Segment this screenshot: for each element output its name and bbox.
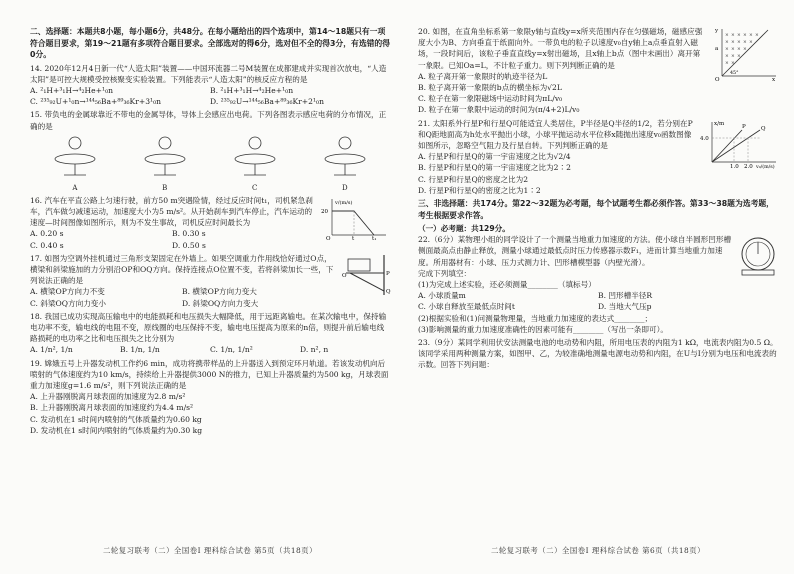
q17-label-p: P bbox=[386, 270, 390, 277]
question-22 bbox=[418, 234, 778, 335]
q16-vt-graph bbox=[320, 195, 390, 241]
q22-option-a[interactable]: A. 小球质量m bbox=[418, 291, 466, 301]
q16-xlabel-t: t bbox=[352, 235, 355, 242]
svg-text:×: × bbox=[725, 54, 729, 59]
q16-axis-title: v/(m/s) bbox=[335, 199, 353, 206]
q19-option-d[interactable]: D. 发动机在1 s时间内喷射的气体质量约为0.30 kg bbox=[30, 425, 203, 435]
q14-option-a[interactable]: A. ²₁H+³₁H→⁴₂He+¹₀n bbox=[30, 85, 114, 95]
q16-option-d[interactable]: D. 0.50 s bbox=[172, 240, 206, 250]
q22-option-d[interactable]: D. 当地大气压p bbox=[598, 302, 652, 312]
section2-header: 二、选择题：本题共8小题，每小题6分，共48分。在每小题给出的四个选项中，第14～18题只有一项符合题目要求，第19～21题有多项符合题目要求。全部选对的得6分，选对但不全的得3分，有选错的得0分。 bbox=[30, 27, 391, 59]
svg-text:×: × bbox=[725, 40, 729, 45]
q20-option-a[interactable]: A. 粒子离开第一象限时的轨迹半径为L bbox=[418, 71, 548, 81]
svg-text:×: × bbox=[731, 33, 735, 38]
q20-label-y: y bbox=[715, 28, 719, 34]
question-18 bbox=[30, 311, 390, 356]
question-15 bbox=[30, 109, 390, 192]
question-19 bbox=[30, 358, 390, 436]
question-20 bbox=[418, 26, 778, 116]
svg-text:×: × bbox=[737, 54, 741, 59]
q15-figure-c bbox=[224, 135, 286, 181]
question-17 bbox=[30, 253, 390, 309]
svg-text:×: × bbox=[749, 40, 753, 45]
q14-options bbox=[30, 85, 390, 107]
q21-options bbox=[418, 151, 694, 196]
q17-stem: 17. 如图为空调外挂机通过三角形支架固定在外墙上。如果空调重力作用线恰好通过O点，横梁和斜梁施加的力分别沿OP和OQ方向。保持连接点O位置不变，若将斜梁加长一些，下列说法正确的是 bbox=[30, 253, 334, 286]
q19-option-a[interactable]: A. 上升器刚脱离月球表面的加速度为2.8 m/s² bbox=[30, 392, 186, 402]
right-page-footer: 二轮复习联考（二）全国卷Ⅰ 理科综合试卷 第6页（共18页） bbox=[490, 546, 706, 555]
q20-label-a: a bbox=[715, 46, 719, 52]
svg-text:×: × bbox=[725, 33, 729, 38]
q21-stem: 21. 太阳系外行星P和行星Q可能适宜人类居住，P半径是Q半径的1/2，若分别在P和Q距地面高为h处水平抛出小球，小球平抛运动水平位移x随抛出速度v₀函数图像如图所示，忽略空气阻力及行星自转。下列判断正确的是 bbox=[418, 118, 693, 151]
q17-option-a[interactable]: A. 横梁OP方向力不变 bbox=[30, 287, 105, 297]
q15-label-c: C bbox=[251, 183, 258, 192]
q21-option-b[interactable]: B. 行星P和行星Q的第一宇宙速度之比为2∶2 bbox=[418, 163, 571, 173]
question-21 bbox=[418, 118, 778, 196]
q16-options bbox=[30, 228, 314, 250]
q21-option-d[interactable]: D. 行星P和行星Q的密度之比为1∶2 bbox=[418, 185, 541, 195]
q14-option-c[interactable]: C. ²³⁵₉₂U+¹₀n→¹⁴⁴₅₆Ba+⁸⁹₃₆Kr+3¹₀n bbox=[30, 97, 162, 107]
svg-text:×: × bbox=[731, 61, 735, 66]
q23-stem: 23.（9分）某同学利用伏安法测量电池的电动势和内阻，所用电压表的内阻为1 kΩ，电流表内阻为0.5 Ω。该同学采用两种测量方案，如图甲、乙，为较准确地测量电源电动势和内阻，在U与I分别为电压和电流表的示数。回答下列问题： bbox=[418, 338, 778, 370]
q18-option-a[interactable]: A. 1/n², 1/n bbox=[30, 345, 73, 355]
q17-label-q: Q bbox=[386, 288, 391, 295]
q20-options bbox=[418, 71, 706, 116]
svg-text:×: × bbox=[743, 47, 747, 52]
q21-series-p: P bbox=[742, 123, 746, 130]
q16-option-a[interactable]: A. 0.20 s bbox=[30, 229, 64, 239]
q20-label-angle: 45° bbox=[730, 71, 739, 76]
q18-option-d[interactable]: D. n², n bbox=[300, 345, 329, 355]
left-page bbox=[30, 26, 390, 538]
q21-ylabel: x/m bbox=[714, 120, 725, 127]
svg-text:×: × bbox=[743, 33, 747, 38]
svg-text:×: × bbox=[731, 54, 735, 59]
q20-option-b[interactable]: B. 粒子离开第一象限的b点的横坐标为√2L bbox=[418, 83, 562, 93]
required-header: （一）必考题：共129分。 bbox=[418, 224, 510, 234]
q15-label-b: B bbox=[162, 183, 168, 192]
q14-stem: 14. 2020年12月4日新一代“人造太阳”装置——中国环流器二号M装置在成都建成并实现首次放电，“人造太阳”是可控大规模受控核聚变实验装置。下列能表示“人造太阳”的核反应方程的是 bbox=[30, 63, 387, 84]
q19-option-c[interactable]: C. 发动机在1 s时间内喷射的气体质量约为0.60 kg bbox=[30, 414, 202, 424]
svg-text:×: × bbox=[725, 47, 729, 52]
q15-label-d: D bbox=[341, 183, 348, 192]
q19-option-b[interactable]: B. 上升器刚脱离月球表面的加速度约为4.4 m/s² bbox=[30, 403, 194, 413]
q14-option-b[interactable]: B. ²₁H+³₁H→⁴₂He+¹₀n bbox=[210, 85, 294, 95]
q22-prompt: 完成下列填空： bbox=[418, 268, 472, 278]
q21-ytick: 4.0 bbox=[700, 135, 709, 142]
q17-option-c[interactable]: C. 斜梁OQ方向力变小 bbox=[30, 298, 106, 308]
q16-origin: O bbox=[326, 235, 331, 242]
svg-text:×: × bbox=[743, 40, 747, 45]
question-14 bbox=[30, 63, 390, 108]
q16-ytick: 20 bbox=[321, 208, 328, 215]
q15-figures bbox=[30, 135, 390, 181]
q15-figure-b bbox=[134, 135, 196, 181]
q22-option-b[interactable]: B. 凹形槽半径R bbox=[598, 291, 653, 301]
q21-xtick-1: 1.0 bbox=[730, 163, 739, 170]
q22-part1[interactable]: (1)为完成上述实验，还必须测量________（填标号） bbox=[418, 280, 596, 290]
q20-option-c[interactable]: C. 粒子在第一象限磁场中运动时间为πL/v₀ bbox=[418, 94, 563, 104]
q18-options bbox=[30, 344, 390, 355]
svg-text:×: × bbox=[737, 40, 741, 45]
q15-figure-a bbox=[44, 135, 106, 181]
q17-bracket-figure bbox=[340, 253, 390, 297]
q21-xv-graph bbox=[700, 118, 778, 170]
q22-part2[interactable]: (2)根据实验和(1)问测量物理量，当地重力加速度的表达式________； bbox=[418, 313, 653, 323]
q21-option-a[interactable]: A. 行星P和行星Q的第一宇宙速度之比为√2/4 bbox=[418, 152, 571, 162]
q16-option-c[interactable]: C. 0.40 s bbox=[30, 240, 64, 250]
svg-text:×: × bbox=[731, 40, 735, 45]
svg-text:×: × bbox=[725, 61, 729, 66]
svg-text:×: × bbox=[737, 47, 741, 52]
q22-option-c[interactable]: C. 小球自释放至最低点时间t bbox=[418, 302, 515, 312]
q15-label-a: A bbox=[72, 183, 78, 192]
q20-field-figure bbox=[712, 26, 778, 82]
question-23 bbox=[418, 337, 778, 371]
q21-series-q: Q bbox=[761, 125, 766, 132]
q21-xtick-2: 2.0 bbox=[744, 163, 753, 170]
q21-option-c[interactable]: C. 行星P和行星Q的密度之比为2 bbox=[418, 174, 529, 184]
left-page-footer: 二轮复习联考（二）全国卷Ⅰ 理科综合试卷 第5页（共18页） bbox=[102, 546, 318, 555]
q17-label-o: O bbox=[342, 272, 347, 279]
svg-text:×: × bbox=[731, 47, 735, 52]
q22-apparatus-figure bbox=[738, 234, 778, 276]
section3-header: 三、非选择题：共174分。第22～32题为必考题，每个试题考生都必须作答。第33～38题为选考题，考生根据要求作答。 bbox=[418, 199, 774, 220]
q15-figure-d bbox=[314, 135, 376, 181]
q16-option-b[interactable]: B. 0.30 s bbox=[172, 229, 206, 239]
question-16 bbox=[30, 195, 390, 251]
q15-stem: 15. 带负电的金属球靠近不带电的金属导体，导体上会感应出电荷。下列各图表示感应电荷的分布情况，正确的是 bbox=[30, 110, 387, 131]
svg-text:×: × bbox=[749, 33, 753, 38]
q15-figure-labels bbox=[30, 184, 390, 193]
right-page bbox=[418, 26, 778, 538]
q20-label-x: x bbox=[772, 77, 776, 83]
svg-text:×: × bbox=[737, 33, 741, 38]
q20-stem: 20. 如图，在直角坐标系第一象限y轴与直线y=x所夹范围内存在匀强磁场，磁感应强度大小为B、方向垂直于纸面向外。一带负电的粒子以速度v₀自y轴上a点垂直射入磁场，一段时间后，该粒子垂直直线y=x射出磁场，且x轴上b点（图中未画出）离开第一象限。已知Oa=L，不计粒子重力。则下列判断正确的是 bbox=[418, 27, 703, 70]
q14-option-d[interactable]: D. ²³⁵₉₂U→¹⁴⁴₅₆Ba+⁸⁹₃₆Kr+2¹₀n bbox=[210, 97, 324, 107]
q20-label-o: O bbox=[715, 77, 720, 83]
q21-xlabel: v₀/(m/s) bbox=[756, 164, 775, 170]
q22-stem: 22.（6分）某物理小组的同学设计了一个测量当地重力加速度的方法。使小球自半圆形凹形槽侧面最高点由静止释放，测量小球通过最低点时压力传感器示数F₁，进而计算当地重力加速度。所用器材有：小球、压力式测力计、凹形槽模型器（内壁光滑）。 bbox=[418, 235, 732, 267]
q18-option-c[interactable]: C. 1/n, 1/n² bbox=[210, 345, 253, 355]
q22-options bbox=[418, 290, 778, 312]
q16-xlabel-t1: t₁ bbox=[372, 235, 377, 242]
q22-part3[interactable]: (3)影响测量的重力加速度准确性的因素可能有________（写出一条即可）。 bbox=[418, 324, 668, 334]
q18-option-b[interactable]: B. 1/n, 1/n bbox=[120, 345, 160, 355]
q17-option-b[interactable]: B. 横梁OP方向力变大 bbox=[182, 287, 257, 297]
q19-stem: 19. 嫦娥五号上升器发动机工作约6 min，成功将携带样品的上升器送入到预定环月轨道。若该发动机向后喷射的气体速度约为10 km/s，持续给上升器提供3000 N的推力，已知上升器质量约为500 kg，月球表面重力加速度g=1.6 m/s²，则下列说法正确的是 bbox=[30, 358, 389, 390]
q18-stem: 18. 我国已成功实现高压输电中的电能损耗和电压损失大幅降低，用于远距离输电。在某次输电中，保持输电功率不变，输电线的电阻不变，原线圈的电压保持不变，输电电压提高为原来的n倍，则提升前后输电线路损耗的电功率之比和电压损失之比分别为 bbox=[30, 311, 387, 344]
q17-options bbox=[30, 286, 334, 308]
q20-option-d[interactable]: D. 粒子在第一象限中运动的时间为(π/4+2)L/v₀ bbox=[418, 105, 580, 115]
q17-option-d[interactable]: D. 斜梁OQ方向力变大 bbox=[182, 298, 259, 308]
q16-stem: 16. 汽车在平直公路上匀速行驶，前方50 m突遇险情，经过反应时间t₁，司机紧急刹车，汽车做匀减速运动，加速度大小为5 m/s²。从开始刹车到汽车停止，汽车运动的速度—时间图像如图所示，则为不发生事故，司机反应时间最长为 bbox=[30, 195, 313, 228]
q19-options bbox=[30, 391, 390, 436]
svg-text:×: × bbox=[755, 33, 759, 38]
